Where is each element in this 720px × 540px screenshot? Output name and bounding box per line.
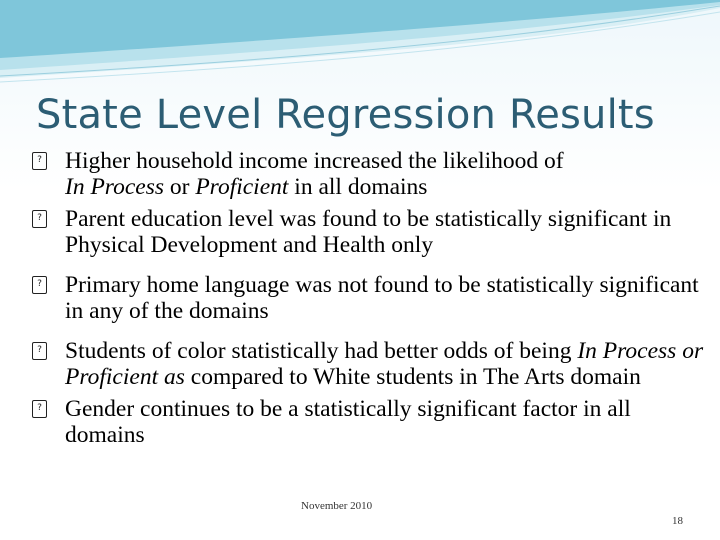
slide-title: State Level Regression Results	[36, 92, 655, 138]
bullet-marker-icon	[32, 342, 47, 360]
bullet-item	[30, 338, 705, 390]
bullet-text: Primary home language was not found to be statistically significant in any of the domains	[65, 272, 699, 324]
footer-date: November 2010	[301, 500, 373, 512]
bullet-text: Parent education level was found to be statistically significant in Physical Development and Health only	[65, 206, 672, 258]
bullet-text: in all domains	[288, 174, 428, 200]
bullet-item	[30, 148, 705, 200]
bullet-marker-icon	[32, 210, 47, 228]
header-wave-decoration	[0, 0, 720, 90]
bullet-text-italic: In Process or Proficient as	[65, 338, 704, 390]
bullet-marker-icon	[32, 276, 47, 294]
bullet-text: Gender continues to be a statistically significant factor in all domains	[65, 396, 631, 448]
bullet-marker-icon	[32, 400, 47, 418]
bullet-text: Students of color statistically had better odds of being	[65, 338, 578, 364]
bullet-item	[30, 396, 705, 448]
bullet-list	[30, 148, 705, 448]
bullet-marker-icon	[32, 152, 47, 170]
bullet-item	[30, 272, 705, 324]
bullet-item	[30, 206, 705, 258]
page-number: 18	[672, 515, 683, 527]
bullet-text: compared to White students in The Arts domain	[184, 364, 641, 390]
bullet-text-italic: In Process	[65, 174, 164, 200]
bullet-text-italic: Proficient	[195, 174, 289, 200]
bullet-text: Higher household income increased the likelihood of	[65, 148, 564, 174]
bullet-text: or	[163, 174, 196, 200]
